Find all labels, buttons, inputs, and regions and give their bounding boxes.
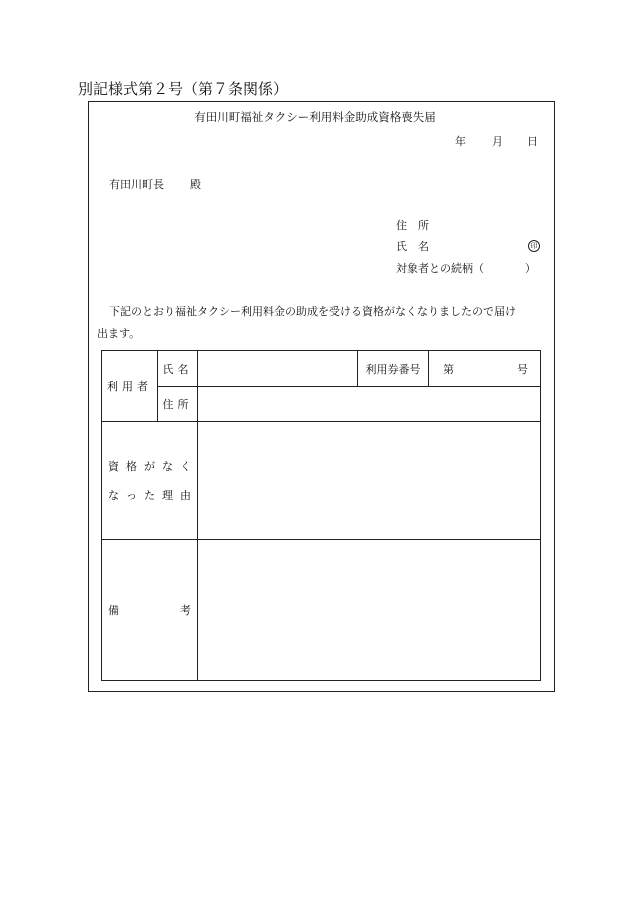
relation-close: ） [525, 262, 536, 275]
statement-line-2: 出ます。 [97, 327, 141, 340]
remarks-label: 備 考 [102, 540, 198, 681]
name-row [102, 351, 541, 387]
address-label: 住所 [158, 387, 198, 422]
date-day-label: 日 [527, 135, 538, 148]
reason-label-line-2: な っ た 理 由 [108, 488, 191, 502]
remarks-field[interactable] [198, 540, 541, 681]
ticket-suffix: 号 [517, 362, 528, 376]
addressee-name: 有田川町長 [109, 178, 164, 191]
statement-line-1: 下記のとおり福祉タクシー利用料金の助成を受ける資格がなくなりましたので届け [109, 305, 516, 318]
date-year-label: 年 [455, 135, 466, 148]
applicant-name-label: 氏 名 [396, 240, 429, 253]
address-field[interactable] [198, 387, 541, 422]
seal-icon: 印 [528, 240, 540, 252]
form-number-label: 別記様式第２号（第７条関係） [78, 80, 289, 98]
addressee-honorific: 殿 [190, 178, 201, 191]
applicant-address-label: 住 所 [396, 219, 429, 232]
name-field[interactable] [198, 351, 358, 387]
name-label: 氏名 [158, 351, 198, 387]
reason-row [102, 422, 541, 540]
ticket-prefix: 第 [443, 362, 454, 376]
reason-label [102, 422, 198, 540]
ticket-number-field[interactable] [429, 351, 541, 387]
address-row [102, 387, 541, 422]
remarks-row [102, 540, 541, 681]
document-title: 有田川町福祉タクシー利用料金助成資格喪失届 [194, 110, 436, 124]
form-table [101, 350, 541, 681]
date-month-label: 月 [492, 135, 503, 148]
reason-label-line-1: 資 格 が な く [108, 459, 191, 473]
ticket-number-label: 利用券番号 [358, 351, 429, 387]
relation-label: 対象者との続柄（ [396, 262, 484, 275]
user-label: 利用者 [102, 351, 158, 422]
reason-field[interactable] [198, 422, 541, 540]
